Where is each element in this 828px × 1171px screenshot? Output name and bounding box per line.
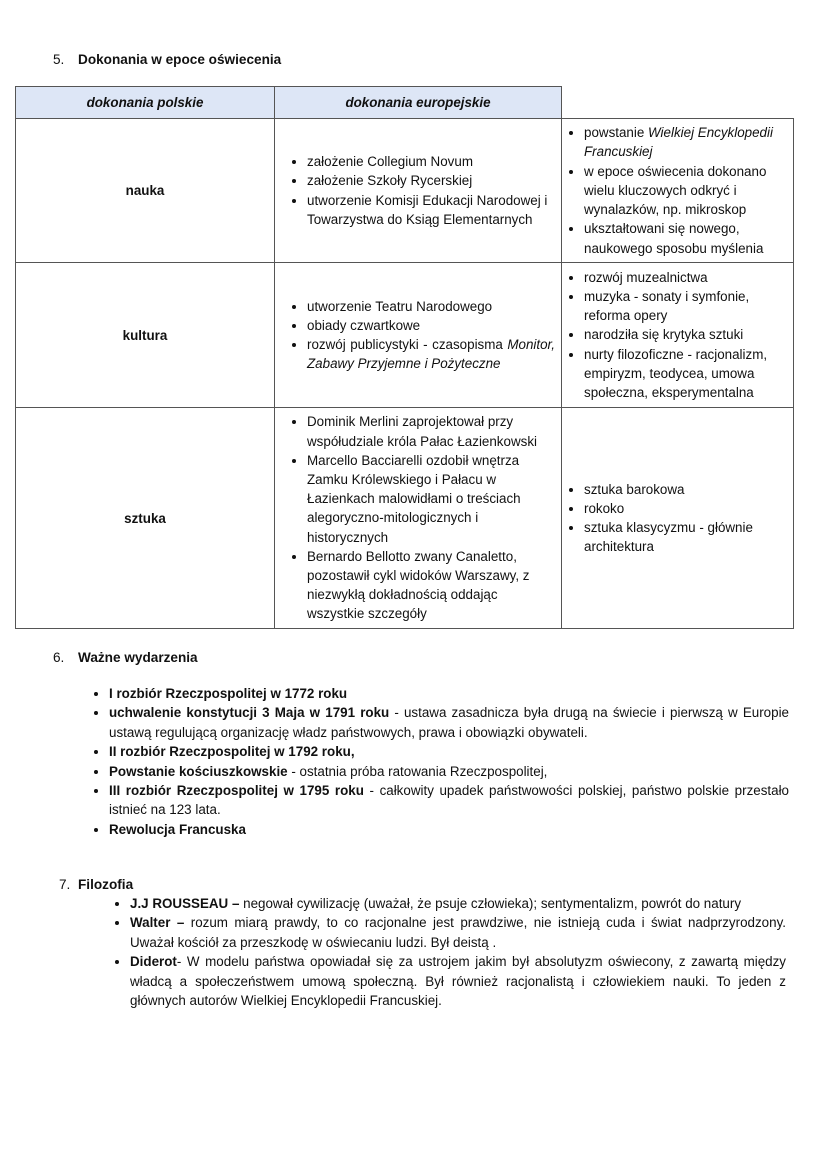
table-row bbox=[16, 263, 794, 408]
list-item: • sztuka barokowa bbox=[584, 480, 785, 499]
list-item: • ukształtowani się nowego, naukowego sposobu myślenia bbox=[584, 219, 785, 257]
list-item: • Rewolucja Francuska bbox=[109, 820, 789, 839]
journals-titles: Monitor, Zabawy Przyjemne i Pożyteczne bbox=[307, 337, 555, 372]
header-polish: dokonania polskie bbox=[16, 87, 275, 119]
european-cell bbox=[562, 119, 794, 263]
section-title: Dokonania w epoce oświecenia bbox=[78, 52, 282, 67]
row-label: nauka bbox=[16, 119, 275, 263]
list-item: • rokoko bbox=[584, 499, 785, 518]
list-item: • założenie Collegium Novum bbox=[307, 152, 555, 171]
list-item: • rozwój publicystyki - czasopisma Monitor, Zabawy Przyjemne i Pożyteczne bbox=[307, 335, 555, 373]
list-item: • Walter – rozum miarą prawdy, to co racjonalne jest prawdziwe, nie istnieją cuda i świat nadprzyrodzony. Uważał kościół za przeszkodę w oświecaniu ludzi. Był deistą . bbox=[130, 913, 786, 952]
list-item: • II rozbiór Rzeczpospolitej w 1792 roku, bbox=[109, 742, 789, 761]
section-number: 6. bbox=[53, 650, 65, 665]
philosophy-list bbox=[112, 894, 786, 1010]
list-item: • Powstanie kościuszkowskie - ostatnia próba ratowania Rzeczpospolitej, bbox=[109, 762, 789, 781]
list-item: • I rozbiór Rzeczpospolitej w 1772 roku bbox=[109, 684, 789, 703]
encyclopedia-title: Wielkiej Encyklopedii Francuskiej bbox=[584, 125, 773, 160]
list-item: • obiady czwartkowe bbox=[307, 316, 555, 335]
list-item: • nurty filozoficzne - racjonalizm, empiryzm, teodycea, umowa społeczna, eksperymentalna bbox=[584, 345, 785, 403]
list-item: • Dominik Merlini zaprojektował przy współudziale króla Pałac Łazienkowski bbox=[307, 412, 555, 450]
list-item: • założenie Szkoły Rycerskiej bbox=[307, 171, 555, 190]
table-header-row bbox=[16, 87, 794, 119]
list-item: • utworzenie Teatru Narodowego bbox=[307, 297, 555, 316]
achievements-table bbox=[15, 86, 794, 629]
list-item: • powstanie Wielkiej Encyklopedii Francuskiej bbox=[584, 123, 785, 161]
polish-cell bbox=[275, 119, 562, 263]
row-label: sztuka bbox=[16, 408, 275, 629]
list-item: • muzyka - sonaty i symfonie, reforma opery bbox=[584, 287, 785, 325]
list-item: • narodziła się krytyka sztuki bbox=[584, 325, 785, 344]
list-item: • rozwój muzealnictwa bbox=[584, 268, 785, 287]
section-7-heading bbox=[59, 877, 133, 892]
header-empty-cell bbox=[562, 87, 794, 119]
section-5-heading bbox=[53, 52, 281, 67]
section-title: Ważne wydarzenia bbox=[78, 650, 198, 665]
list-item: • J.J ROUSSEAU – negował cywilizację (uważał, że psuje człowieka); sentymentalizm, powrót do natury bbox=[130, 894, 786, 913]
list-item: • uchwalenie konstytucji 3 Maja w 1791 roku - ustawa zasadnicza była drugą na świecie i pierwszą w Europie ustawą regulującą organizację władz państwowych, prawa i obowiązki obywateli. bbox=[109, 703, 789, 742]
european-cell bbox=[562, 263, 794, 408]
polish-cell bbox=[275, 408, 562, 629]
section-6-heading bbox=[53, 650, 198, 665]
list-item: • utworzenie Komisji Edukacji Narodowej i Towarzystwa do Ksiąg Elementarnych bbox=[307, 191, 555, 229]
row-label: kultura bbox=[16, 263, 275, 408]
list-item: • Bernardo Bellotto zwany Canaletto, pozostawił cykl widoków Warszawy, z niezwykłą dokładnością oddając wszystkie szczegóły bbox=[307, 547, 555, 624]
events-list bbox=[90, 684, 789, 839]
list-item: • w epoce oświecenia dokonano wielu kluczowych odkryć i wynalazków, np. mikroskop bbox=[584, 162, 785, 220]
header-european: dokonania europejskie bbox=[275, 87, 562, 119]
section-number: 5. bbox=[53, 52, 65, 67]
list-item: • III rozbiór Rzeczpospolitej w 1795 roku - całkowity upadek państwowości polskiej, państwo polskie przestało istnieć na 123 lata. bbox=[109, 781, 789, 820]
section-number: 7. bbox=[59, 877, 71, 892]
table-row bbox=[16, 408, 794, 629]
list-item: • Marcello Bacciarelli ozdobił wnętrza Zamku Królewskiego i Pałacu w Łazienkach malowidłami o treściach alegoryczno-mitologicznych i historycznych bbox=[307, 451, 555, 547]
list-item: • Diderot- W modelu państwa opowiadał się za ustrojem jakim był absolutyzm oświecony, z zawartą między władcą a społeczeństwem umową społeczną. Był również racjonalistą i człowiekiem nauki. To jeden z głównych autorów Wielkiej Encyklopedii Francuskiej. bbox=[130, 952, 786, 1010]
table-row bbox=[16, 119, 794, 263]
polish-cell bbox=[275, 263, 562, 408]
section-title: Filozofia bbox=[78, 877, 134, 892]
list-item: • sztuka klasycyzmu - głównie architektura bbox=[584, 518, 785, 556]
european-cell bbox=[562, 408, 794, 629]
